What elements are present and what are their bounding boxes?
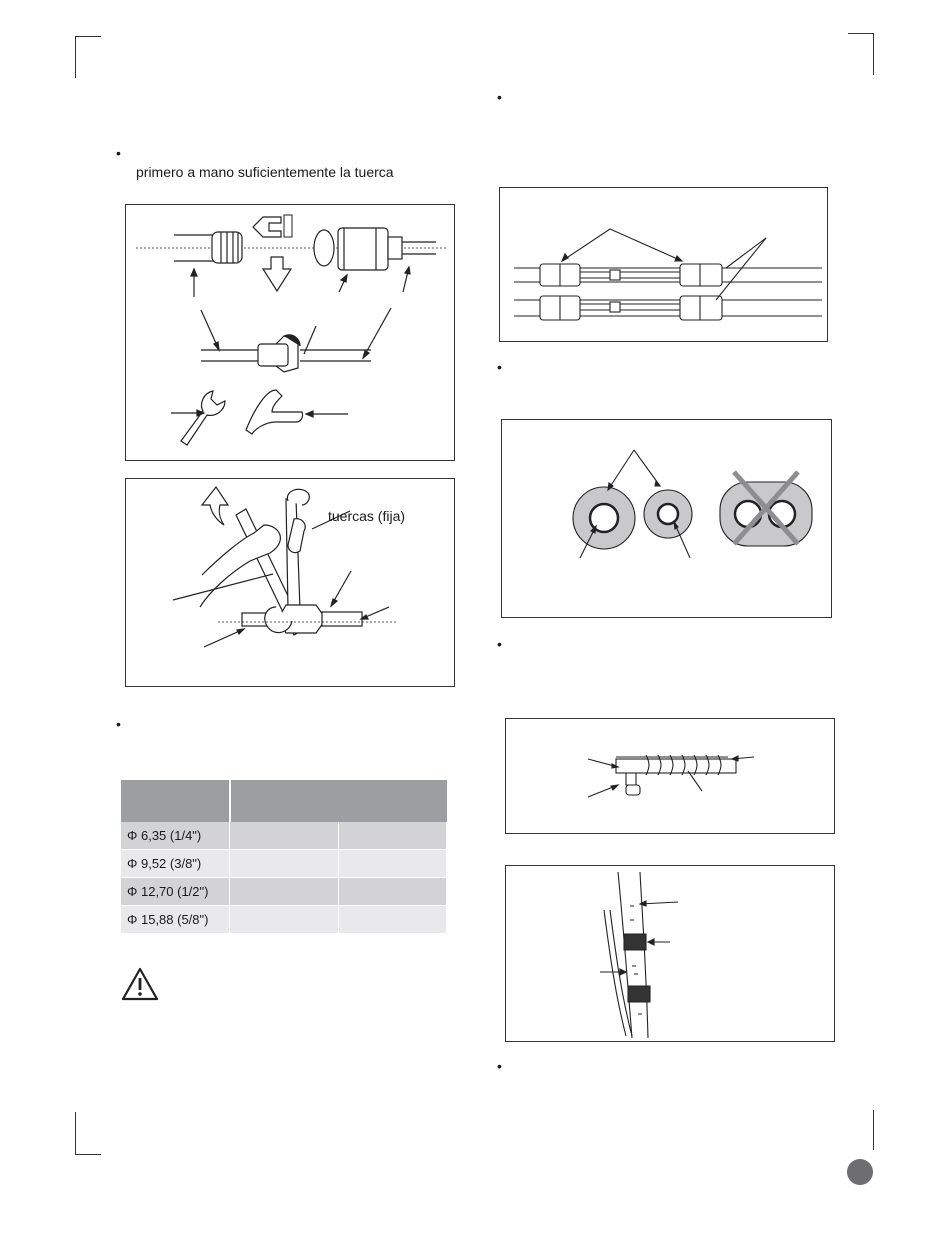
- torque-table: [121, 780, 447, 934]
- crop-mark: [75, 36, 76, 78]
- bullet: •: [497, 89, 502, 105]
- bullet: •: [116, 716, 121, 732]
- flare-connection-figure: [125, 204, 455, 461]
- pipe-size-cell: Φ 12,70 (1/2"): [121, 878, 230, 906]
- bullet: •: [116, 145, 121, 161]
- crop-mark: [873, 33, 874, 75]
- table-row: [121, 850, 447, 878]
- table-row: [121, 906, 447, 934]
- pipe-size-cell: Φ 6,35 (1/4"): [121, 822, 230, 850]
- pipe-size-cell: Φ 9,52 (3/8"): [121, 850, 230, 878]
- pipe-insulation-figure: [499, 187, 828, 342]
- page-number-badge: [847, 1159, 873, 1185]
- vertical-tape-figure: [505, 865, 835, 1042]
- crop-mark: [75, 36, 101, 37]
- tape-wrapping-figure: [505, 718, 835, 834]
- wrench-label: tuercas (fija): [328, 508, 406, 524]
- insulation-section-figure: [501, 419, 832, 618]
- crop-mark: [873, 1110, 874, 1150]
- note-line: primero a mano suficientemente la tuerca: [136, 164, 394, 180]
- table-header: [121, 780, 447, 822]
- crop-mark: [75, 1112, 76, 1154]
- pipe-size-cell: Φ 15,88 (5/8"): [121, 906, 230, 934]
- table-row: [121, 822, 447, 850]
- torque-wrench-figure: [125, 478, 455, 687]
- warning-triangle-icon: [120, 966, 160, 1002]
- crop-mark: [75, 1154, 101, 1155]
- crop-mark: [848, 33, 874, 34]
- bullet: •: [497, 359, 502, 375]
- bullet: •: [497, 1058, 502, 1074]
- bullet: •: [497, 636, 502, 652]
- table-row: [121, 878, 447, 906]
